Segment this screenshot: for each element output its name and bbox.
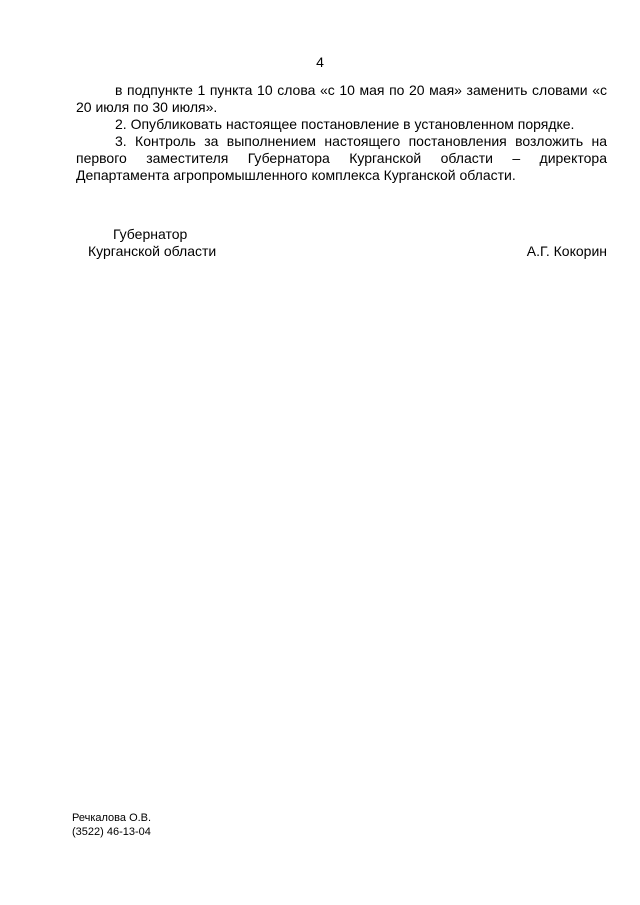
- page-number: 4: [316, 54, 324, 70]
- executor-phone: (3522) 46-13-04: [72, 826, 151, 838]
- executor-name: Речкалова О.В.: [72, 812, 152, 824]
- signature-block: [76, 226, 607, 266]
- paragraph-publish: 2. Опубликовать настоящее постановление в установленном порядке.: [115, 116, 575, 132]
- signatory-name: А.Г. Кокорин: [526, 243, 607, 259]
- signatory-region: Курганской области: [88, 243, 217, 259]
- document-body: [76, 82, 607, 184]
- executor-footer: [72, 811, 151, 839]
- paragraph-amendment: в подпункте 1 пункта 10 слова «с 10 мая по 20 мая» заменить словами «с 20 июля по 30 июля».: [76, 82, 607, 115]
- signatory-title: Губернатор: [113, 226, 188, 242]
- paragraph-control: 3. Контроль за выполнением настоящего постановления возложить на первого заместителя Губернатора Курганской области – директора Департамента агропромышленного комплекса Курганской области.: [76, 133, 607, 183]
